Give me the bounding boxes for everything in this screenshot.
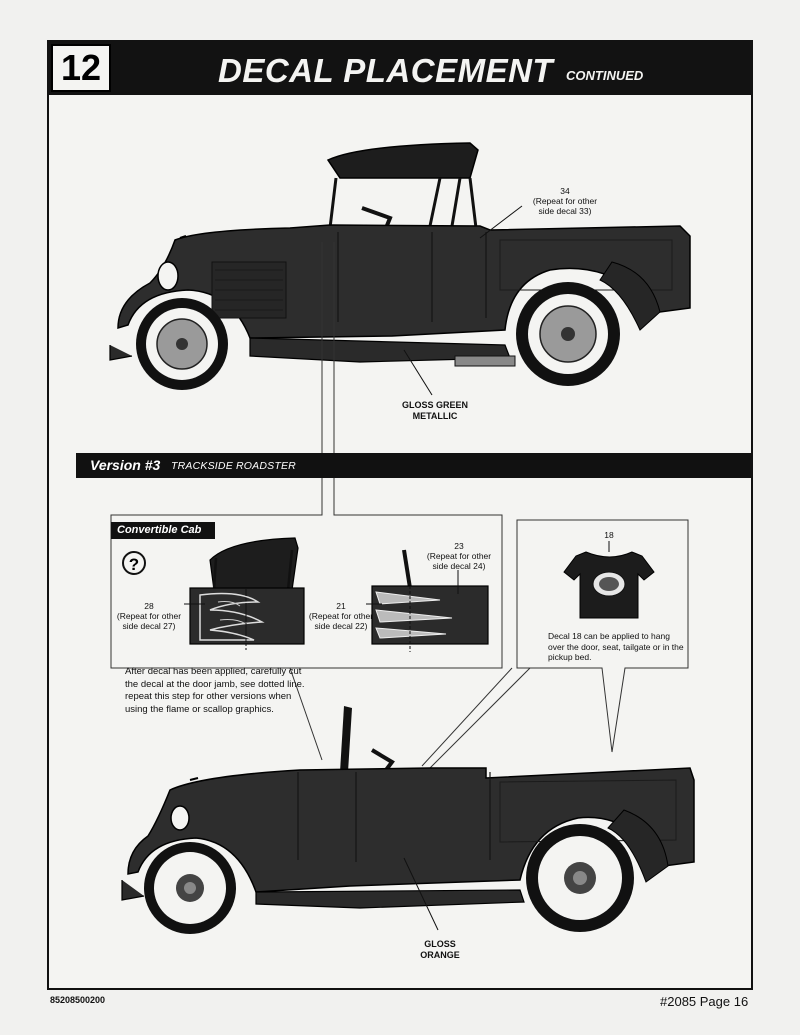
callout-34-number: 34 [560, 186, 570, 196]
callout-23-number: 23 [454, 541, 464, 551]
part-number: 85208500200 [50, 995, 106, 1005]
callout-23 [420, 541, 498, 571]
callout-23-line2: side decal 24) [432, 561, 486, 571]
bottom-truck-illustration [122, 706, 694, 934]
version-number: Version #3 [90, 457, 161, 473]
paint-label-top-line2: METALLIC [412, 411, 458, 421]
callout-28-line2: side decal 27) [122, 621, 176, 631]
page-subtitle: CONTINUED [566, 68, 644, 83]
paint-label-bottom [400, 939, 480, 961]
paint-label-bottom-line1: GLOSS [424, 939, 456, 949]
callout-34 [515, 186, 615, 216]
version-label [76, 453, 338, 478]
callout-21 [302, 601, 380, 631]
callout-23-line1: (Repeat for other [426, 551, 492, 561]
paint-label-top [380, 400, 490, 422]
decal-18-note: Decal 18 can be applied to hang over the door, seat, tailgate or in the pickup bed. [548, 631, 684, 662]
page-title: DECAL PLACEMENT [218, 52, 554, 89]
convertible-cab-detail-left [184, 538, 304, 650]
question-mark-icon: ? [122, 551, 146, 575]
callout-28-number: 28 [144, 601, 154, 611]
callout-21-line2: side decal 22) [314, 621, 368, 631]
bottom-front-wheel [144, 842, 236, 934]
callout-28 [110, 601, 188, 631]
bottom-rear-wheel [526, 824, 634, 932]
paint-label-bottom-line2: ORANGE [420, 950, 460, 960]
callout-28-line1: (Repeat for other [116, 611, 182, 621]
callout-18-number: 18 [604, 530, 614, 540]
callout-34-line1: (Repeat for other [532, 196, 598, 206]
top-rear-wheel [516, 282, 620, 386]
top-front-wheel [136, 298, 228, 390]
top-truck-illustration [110, 143, 690, 395]
t-shirt-decal-18 [564, 541, 654, 618]
callout-21-number: 21 [336, 601, 346, 611]
page-label: #2085 Page 16 [660, 994, 749, 1009]
paint-label-top-line1: GLOSS GREEN [401, 400, 468, 410]
cut-instructions: After decal has been applied, carefully cut the decal at the door jamb, see dotted line. repeat this step for other versions when using the flame or scallop graphics. [125, 666, 305, 715]
convertible-cab-tab: Convertible Cab [111, 522, 215, 539]
callout-21-line1: (Repeat for other [308, 611, 374, 621]
version-name: TRACKSIDE ROADSTER [171, 460, 296, 472]
step-number: 12 [51, 44, 111, 92]
callout-34-line2: side decal 33) [538, 206, 592, 216]
